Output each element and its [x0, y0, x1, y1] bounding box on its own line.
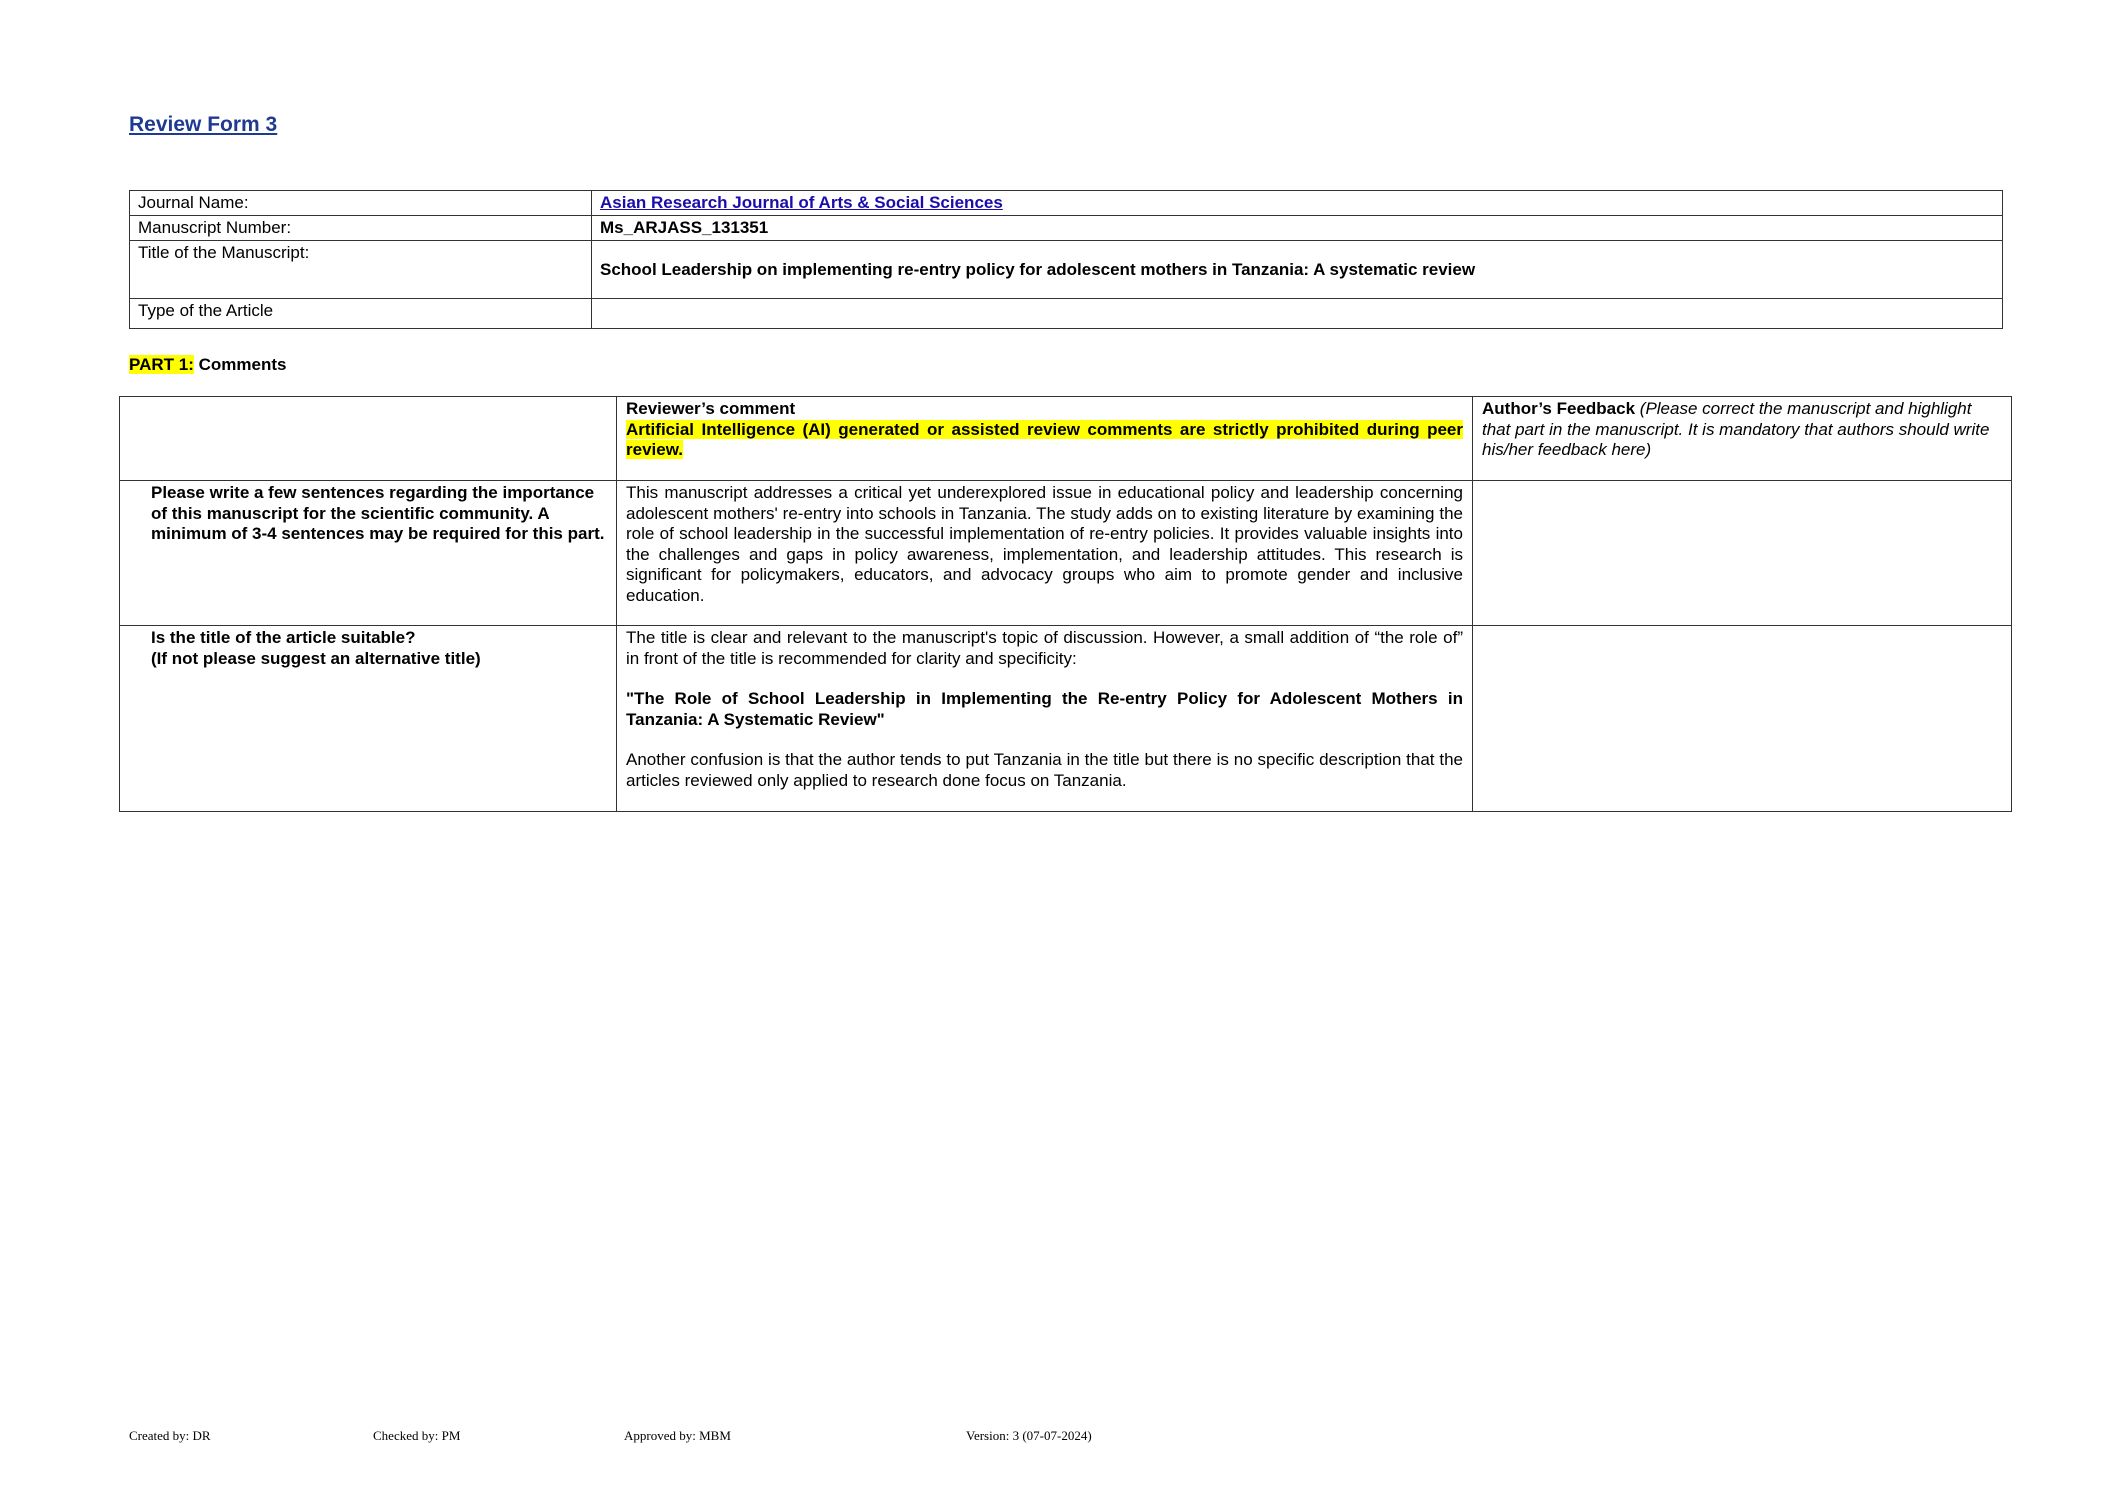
ai-notice: Artificial Intelligence (AI) generated or assisted review comments are strictly prohibited during peer review. — [626, 419, 1463, 459]
journal-row — [130, 191, 2003, 216]
reviewer-header: Reviewer’s comment — [626, 399, 796, 418]
footer-version: Version: 3 (07-07-2024) — [966, 1428, 1092, 1443]
journal-label: Journal Name: — [130, 191, 592, 216]
header-empty-cell — [120, 397, 617, 481]
manuscript-number-label: Manuscript Number: — [130, 216, 592, 241]
footer-created: Created by: DR — [129, 1428, 211, 1443]
reviewer-header-cell — [617, 397, 1473, 481]
manuscript-title-value: School Leadership on implementing re-entry policy for adolescent mothers in Tanzania: A systematic review — [592, 241, 2003, 299]
question-title-line1: Is the title of the article suitable? — [151, 628, 416, 647]
part1-label: PART 1: — [129, 355, 194, 374]
answer-title-p2: Another confusion is that the author tends to put Tanzania in the title but there is no specific description that the articles reviewed only applied to research done focus on Tanzania. — [626, 750, 1463, 790]
answer-title-cell — [617, 626, 1473, 812]
manuscript-title-row — [130, 241, 2003, 299]
manuscript-info-table — [129, 190, 2003, 329]
part1-heading — [129, 355, 286, 375]
manuscript-title-label: Title of the Manuscript: — [130, 241, 592, 299]
question-cell — [120, 626, 617, 812]
table-row — [120, 481, 2012, 626]
answer-title-p1: The title is clear and relevant to the manuscript's topic of discussion. However, a small addition of “the role of” in front of the title is recommended for clarity and specificity: — [626, 628, 1463, 668]
table-row — [120, 626, 2012, 812]
suggested-title: "The Role of School Leadership in Implementing the Re-entry Policy for Adolescent Mothers in Tanzania: A Systematic Review" — [626, 689, 1463, 729]
footer-checked: Checked by: PM — [373, 1428, 461, 1443]
journal-cell — [592, 191, 2003, 216]
comments-table — [119, 396, 2012, 812]
answer-importance: This manuscript addresses a critical yet underexplored issue in educational policy and leadership concerning adolescent mothers' re-entry into schools in Tanzania. The study adds on to existing literature by examining the role of school leadership in the successful implementation of re-entry policies. It provides valuable insights into the challenges and gaps in policy awareness, implementation, and leadership attitudes. This research is significant for policymakers, educators, and advocacy groups who aim to promote gender and inclusive education. — [617, 481, 1473, 626]
manuscript-number-row — [130, 216, 2003, 241]
feedback-cell[interactable] — [1473, 481, 2012, 626]
author-header: Author’s Feedback — [1482, 399, 1636, 418]
author-note: (Please correct the manuscript and highlight that part in the manuscript. It is mandatory that authors should write his/her feedback here) — [1482, 399, 1990, 459]
comments-header-row — [120, 397, 2012, 481]
question-cell — [120, 481, 617, 626]
question-title-line2: (If not please suggest an alternative title) — [151, 648, 481, 668]
author-header-cell — [1473, 397, 2012, 481]
article-type-label: Type of the Article — [130, 299, 592, 329]
footer-approved: Approved by: MBM — [624, 1428, 731, 1443]
article-type-row — [130, 299, 2003, 329]
feedback-cell[interactable] — [1473, 626, 2012, 812]
journal-link[interactable]: Asian Research Journal of Arts & Social Sciences — [600, 193, 1003, 212]
question-importance: Please write a few sentences regarding the importance of this manuscript for the scientific community. A minimum of 3-4 sentences may be required for this part. — [151, 483, 605, 543]
page-title: Review Form 3 — [129, 113, 278, 136]
manuscript-number-value: Ms_ARJASS_131351 — [592, 216, 2003, 241]
article-type-value — [592, 299, 2003, 329]
part1-title: Comments — [198, 355, 287, 374]
